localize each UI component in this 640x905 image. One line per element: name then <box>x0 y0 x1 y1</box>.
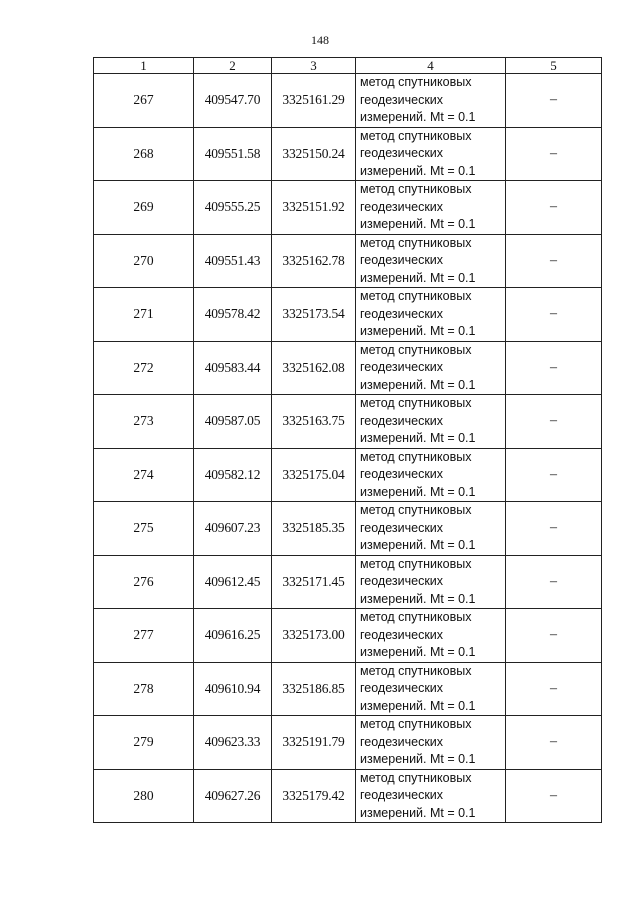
coordinate-x: 409612.45 <box>194 555 272 609</box>
coordinate-x: 409607.23 <box>194 502 272 556</box>
header-col-3: 3 <box>272 58 356 74</box>
method-line-3: измерений. Mt = 0.1 <box>360 217 476 231</box>
method-line-1: метод спутниковых <box>360 556 472 571</box>
note-cell: – <box>506 502 602 556</box>
coordinate-y: 3325171.45 <box>272 555 356 609</box>
table-row <box>94 127 602 181</box>
table-row <box>94 234 602 288</box>
table-body <box>94 74 602 823</box>
method-line-1: метод спутниковых <box>360 610 472 624</box>
method-line-3: измерений. Mt = 0.1 <box>360 110 476 124</box>
table-row <box>94 395 602 449</box>
method-line-3: измерений. Mt = 0.1 <box>360 163 476 178</box>
note-cell: – <box>506 662 602 716</box>
point-number: 274 <box>94 448 194 502</box>
coordinate-x: 409551.58 <box>194 127 272 181</box>
coordinate-x: 409555.25 <box>194 181 272 235</box>
header-col-2: 2 <box>194 58 272 74</box>
method-line-3: измерений. Mt = 0.1 <box>360 431 476 445</box>
table-row <box>94 288 602 342</box>
point-number: 267 <box>94 74 194 128</box>
point-number: 278 <box>94 662 194 716</box>
coordinates-table <box>93 57 602 823</box>
method-description <box>356 127 506 181</box>
table-header <box>94 58 602 74</box>
method-line-3: измерений. Mt = 0.1 <box>360 752 476 766</box>
coordinate-y: 3325151.92 <box>272 181 356 235</box>
method-line-3: измерений. Mt = 0.1 <box>360 591 476 606</box>
coordinate-y: 3325162.78 <box>272 234 356 288</box>
method-description <box>356 341 506 395</box>
header-col-4: 4 <box>356 58 506 74</box>
method-line-1: метод спутниковых <box>360 235 472 250</box>
method-line-2: геодезических <box>360 199 444 214</box>
table-row <box>94 181 602 235</box>
coordinate-x: 409547.70 <box>194 74 272 128</box>
method-line-2: геодезических <box>360 253 444 267</box>
note-cell: – <box>506 716 602 770</box>
note-cell: – <box>506 127 602 181</box>
method-line-3: измерений. Mt = 0.1 <box>360 698 476 713</box>
page-number: 148 <box>311 33 329 47</box>
method-line-1: метод спутниковых <box>360 663 472 678</box>
method-description <box>356 716 506 770</box>
method-line-1: метод спутниковых <box>360 75 472 89</box>
header-col-5: 5 <box>506 58 602 74</box>
note-cell: – <box>506 234 602 288</box>
coordinate-y: 3325186.85 <box>272 662 356 716</box>
table-row <box>94 769 602 823</box>
method-line-3: измерений. Mt = 0.1 <box>360 377 476 392</box>
method-line-3: измерений. Mt = 0.1 <box>360 324 476 338</box>
method-line-2: геодезических <box>360 306 444 321</box>
method-line-3: измерений. Mt = 0.1 <box>360 805 476 820</box>
point-number: 273 <box>94 395 194 449</box>
coordinate-x: 409578.42 <box>194 288 272 342</box>
method-line-1: метод спутниковых <box>360 503 472 517</box>
method-description <box>356 288 506 342</box>
coordinate-y: 3325173.54 <box>272 288 356 342</box>
method-line-2: геодезических <box>360 360 444 374</box>
coordinate-y: 3325163.75 <box>272 395 356 449</box>
coordinate-x: 409583.44 <box>194 341 272 395</box>
method-description <box>356 395 506 449</box>
method-line-1: метод спутниковых <box>360 128 472 143</box>
point-number: 279 <box>94 716 194 770</box>
point-number: 271 <box>94 288 194 342</box>
method-line-2: геодезических <box>360 734 444 749</box>
note-cell: – <box>506 555 602 609</box>
coordinate-x: 409610.94 <box>194 662 272 716</box>
method-line-3: измерений. Mt = 0.1 <box>360 270 476 285</box>
coordinate-x: 409623.33 <box>194 716 272 770</box>
note-cell: – <box>506 609 602 663</box>
table-row <box>94 502 602 556</box>
point-number: 277 <box>94 609 194 663</box>
method-description <box>356 234 506 288</box>
method-line-1: метод спутниковых <box>360 396 472 410</box>
method-line-3: измерений. Mt = 0.1 <box>360 645 476 659</box>
method-line-3: измерений. Mt = 0.1 <box>360 484 476 499</box>
method-line-1: метод спутниковых <box>360 289 472 303</box>
note-cell: – <box>506 74 602 128</box>
table-row <box>94 74 602 128</box>
coordinate-x: 409587.05 <box>194 395 272 449</box>
note-cell: – <box>506 395 602 449</box>
method-line-2: геодезических <box>360 574 444 588</box>
table-row <box>94 448 602 502</box>
note-cell: – <box>506 448 602 502</box>
table-row <box>94 716 602 770</box>
table-row <box>94 341 602 395</box>
method-line-2: геодезических <box>360 146 444 160</box>
coordinate-y: 3325162.08 <box>272 341 356 395</box>
point-number: 276 <box>94 555 194 609</box>
method-description <box>356 181 506 235</box>
coordinate-x: 409616.25 <box>194 609 272 663</box>
method-line-2: геодезических <box>360 467 444 481</box>
coordinate-y: 3325173.00 <box>272 609 356 663</box>
point-number: 270 <box>94 234 194 288</box>
point-number: 280 <box>94 769 194 823</box>
coordinate-y: 3325185.35 <box>272 502 356 556</box>
method-line-1: метод спутниковых <box>360 449 472 464</box>
table-row <box>94 609 602 663</box>
method-line-1: метод спутниковых <box>360 342 472 357</box>
table-row <box>94 555 602 609</box>
method-line-2: геодезических <box>360 413 444 428</box>
note-cell: – <box>506 288 602 342</box>
coordinate-y: 3325191.79 <box>272 716 356 770</box>
point-number: 268 <box>94 127 194 181</box>
coordinate-x: 409551.43 <box>194 234 272 288</box>
coordinate-x: 409627.26 <box>194 769 272 823</box>
note-cell: – <box>506 341 602 395</box>
header-col-1: 1 <box>94 58 194 74</box>
method-description <box>356 769 506 823</box>
method-description <box>356 448 506 502</box>
method-line-3: измерений. Mt = 0.1 <box>360 538 476 552</box>
method-line-1: метод спутниковых <box>360 770 472 785</box>
point-number: 272 <box>94 341 194 395</box>
note-cell: – <box>506 769 602 823</box>
note-cell: – <box>506 181 602 235</box>
coordinate-x: 409582.12 <box>194 448 272 502</box>
method-description <box>356 74 506 128</box>
method-line-2: геодезических <box>360 627 444 642</box>
method-description <box>356 502 506 556</box>
method-description <box>356 555 506 609</box>
coordinate-y: 3325150.24 <box>272 127 356 181</box>
method-line-2: геодезических <box>360 681 444 695</box>
table-row <box>94 662 602 716</box>
method-description <box>356 609 506 663</box>
coordinate-y: 3325161.29 <box>272 74 356 128</box>
method-line-2: геодезических <box>360 520 444 535</box>
method-line-1: метод спутниковых <box>360 717 472 731</box>
point-number: 269 <box>94 181 194 235</box>
coordinate-y: 3325175.04 <box>272 448 356 502</box>
header-row <box>94 58 602 74</box>
coordinate-y: 3325179.42 <box>272 769 356 823</box>
method-description <box>356 662 506 716</box>
method-line-2: геодезических <box>360 92 444 107</box>
method-line-1: метод спутниковых <box>360 182 472 196</box>
point-number: 275 <box>94 502 194 556</box>
method-line-2: геодезических <box>360 788 444 802</box>
